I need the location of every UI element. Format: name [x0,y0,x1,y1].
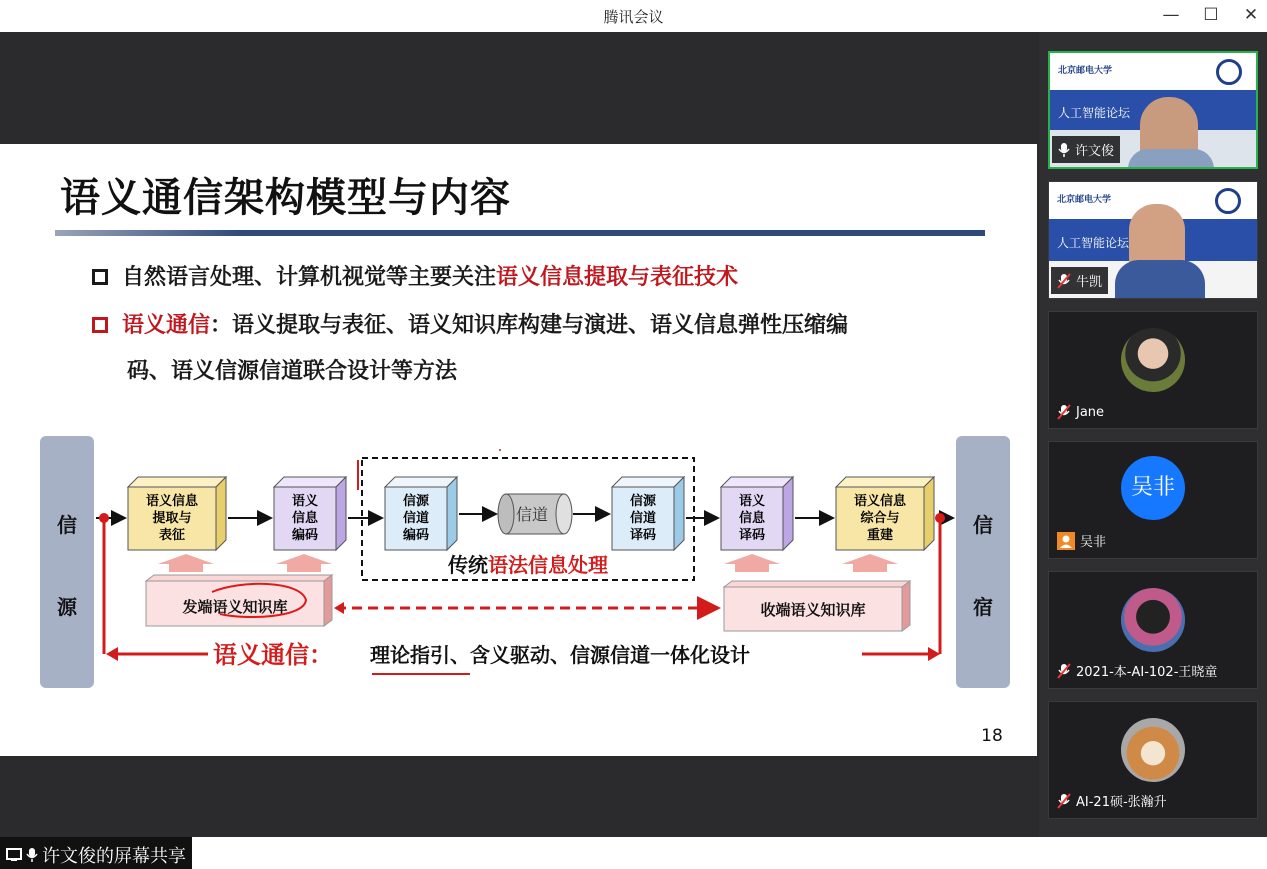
sink-char-1: 信 [973,513,993,537]
source-char-1: 信 [57,513,77,537]
svg-text:语义信息: 语义信息 [145,494,199,509]
source-bar [40,436,94,688]
bottom-label: 理论指引、含义驱动、信源信道一体化设计 [370,643,750,667]
source-char-2: 源 [57,595,77,619]
banner-text: 人工智能论坛 [1058,106,1131,120]
svg-text:信道: 信道 [515,505,549,524]
avatar [1121,718,1185,782]
participant-name-tag: 许文俊 [1052,136,1120,163]
box-extract [128,477,226,550]
sink-bar [956,436,1010,688]
svg-text:信道: 信道 [402,511,430,526]
screen-share-label [0,837,192,869]
svg-text:收端语义知识库: 收端语义知识库 [760,601,866,619]
box-channel-encode [385,477,457,550]
kb-send [146,575,332,626]
microphone-muted-icon [1057,273,1071,289]
bullet-2-text: ：语义提取与表征、语义知识库构建与演进、语义信息弹性压缩编 [210,313,849,338]
participant-name-tag: AI-21硕-张瀚升 [1051,787,1173,814]
box-semantic-decode [721,477,793,550]
user-icon [1057,532,1075,550]
svg-text:语义信息: 语义信息 [853,494,907,509]
up-arrow-left [158,554,214,572]
svg-text:译码: 译码 [738,528,766,543]
participant-tile[interactable] [1048,51,1258,169]
university-emblem-icon [1215,188,1241,214]
bullet-2-highlight: 语义通信 [122,313,211,338]
minimize-button[interactable]: — [1162,5,1180,25]
screen-share-icon [6,848,22,862]
page-number: 18 [981,726,1003,746]
box-semantic-encode [274,477,346,550]
university-logo-text: 北京邮电大学 [1057,195,1112,205]
maximize-button[interactable]: ☐ [1203,5,1219,25]
svg-text:信息: 信息 [738,511,766,526]
bullet-2-continued: 码、语义信源信道联合设计等方法 [127,359,458,384]
screen-share-area [0,32,1039,867]
avatar [1121,328,1185,392]
svg-text:综合与: 综合与 [860,511,900,526]
microphone-icon [26,847,38,863]
svg-text:表征: 表征 [158,528,186,543]
participant-name-tag: 牛凯 [1051,267,1108,294]
svg-text:重建: 重建 [866,528,894,543]
presentation-slide [0,144,1037,756]
participant-name-tag: 2021-本-AI-102-王晓童 [1051,657,1223,684]
svg-text:信源: 信源 [402,494,430,509]
bottom-red-label: 语义通信： [213,641,333,669]
banner-text: 人工智能论坛 [1057,236,1130,250]
svg-text:编码: 编码 [291,528,319,543]
svg-text:译码: 译码 [629,528,657,543]
university-logo-text: 北京邮电大学 [1058,66,1113,76]
participant-tile[interactable] [1048,181,1258,299]
participant-name-tag: Jane [1051,400,1110,424]
svg-text:信源: 信源 [629,494,657,509]
avatar [1121,588,1185,652]
channel-cylinder [498,494,572,534]
bullet-1-highlight: 语义信息提取与表征技术 [496,265,739,290]
svg-text:发端语义知识库: 发端语义知识库 [182,598,288,616]
svg-text:信息: 信息 [291,511,319,526]
sink-char-2: 宿 [973,595,993,619]
box-channel-decode [612,477,684,550]
participant-tile[interactable] [1048,311,1258,429]
avatar: 吴非 [1121,456,1185,520]
slide-title: 语义通信架构模型与内容 [60,175,511,221]
microphone-muted-icon [1057,663,1071,679]
participant-tile[interactable] [1048,441,1258,559]
app-title: 腾讯会议 [603,8,664,26]
svg-text:信道: 信道 [629,511,657,526]
share-label-text: 许文俊的屏幕共享 [42,845,186,867]
traditional-label: 传统语法信息处理 [448,553,608,577]
bullet-1-text: 自然语言处理、计算机视觉等主要关注 [122,265,497,290]
close-button[interactable]: ✕ [1243,5,1259,25]
svg-text:提取与: 提取与 [152,511,192,526]
title-bar [0,0,1267,32]
microphone-icon [1058,142,1070,158]
semantic-communication-diagram [0,144,1037,756]
participant-tile[interactable] [1048,571,1258,689]
svg-text:语义: 语义 [738,494,766,509]
participant-name-tag: 吴非 [1051,527,1112,554]
box-rebuild [836,477,934,550]
microphone-muted-icon [1057,404,1071,420]
svg-text:编码: 编码 [402,528,430,543]
microphone-muted-icon [1057,793,1071,809]
university-emblem-icon [1216,59,1242,85]
svg-text:语义: 语义 [291,494,319,509]
participant-tile[interactable] [1048,701,1258,819]
kb-recv [724,581,910,631]
